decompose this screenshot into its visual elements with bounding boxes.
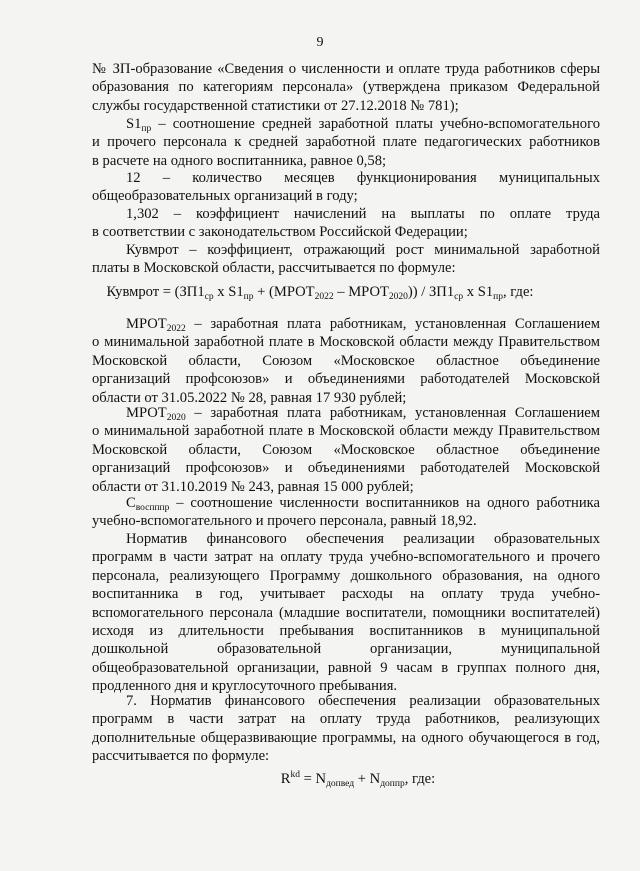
paragraph-ratio [92,494,600,531]
text-line: службы государственной статистики от 27.12.2018 № 781); [92,97,459,114]
symbol: С [126,495,136,511]
text-line [92,315,600,333]
symbol-subscript: воспппр [135,503,170,513]
formula-kuvmrot: Кувмрот = ($ЗП1_{ср}$ x $S1_{пр}$ + ($МРОТ_{2022}$ – $МРОТ_{2020})) / ЗП1_{ср}$ x $S1_{пр}$, где: [106,284,534,302]
symbol-subscript: 2022 [166,324,186,334]
text-line: программ в части затрат на оплату труда учебно-вспомогательного и прочего [92,549,600,566]
symbol: S1 [126,116,142,132]
text-line: персонала, реализующего Программу дошкольного образования, на одного [92,567,600,584]
text-line: и прочего персонала к средней заработной плате педагогических работников [92,134,600,151]
text-line: о минимальной заработной плате в Московской области между Правительством [92,334,600,351]
text-line: 7. Норматив финансового обеспечения реализации образовательных [126,693,600,709]
paragraph-kuvmrot [92,241,600,278]
text-line: программ в части затрат на оплату труда работников, реализующих [92,711,600,728]
paragraph-norm-staff [92,530,600,696]
text-line: 12 – количество месяцев функционирования муниципальных [126,170,600,186]
text-line: Московской области, Союзом «Московское областное объединение [92,352,600,369]
text-line: общеобразовательной организации, равной 9 часам в группах полного дня, [92,659,600,676]
definition-text: – заработная плата работникам, установленная Соглашением [185,316,600,332]
text-line: дошкольной образовательной организации, муниципальной [92,641,600,658]
text-line [92,494,600,512]
text-line: № ЗП-образование «Сведения о численности и оплате труда работников сферы [92,61,600,77]
text-line: организаций профсоюзов» и объединениями работодателей Московской [92,460,600,477]
symbol: МРОТ [126,316,167,332]
text-line: вспомогательного персонала (младшие воспитатели, помощники воспитателей) [92,604,600,621]
paragraph-months [92,169,600,206]
text-line: 1,302 – коэффициент начислений на выплаты по оплате труда [126,206,600,222]
text-line: в расчете на одного воспитанника, равное 0,58; [92,152,387,169]
text-line: продленного дня и круглосуточного пребывания. [92,678,398,695]
text-line: о минимальной заработной плате в Московской области между Правительством [92,423,600,440]
text-line: дополнительные общеразвивающие программы, на одного обучающегося в год, [92,729,600,746]
symbol-subscript: 2020 [166,413,186,423]
definition-text: – соотношение средней заработной платы учебно-вспомогательного [151,116,600,132]
paragraph-coefficient [92,205,600,242]
text-line: в соответствии с законодательством Российской Федерации; [92,224,468,241]
text-line [92,115,600,133]
symbol: МРОТ [126,405,167,421]
text-line: организаций профсоюзов» и объединениями работодателей Московской [92,371,600,388]
paragraph-mrot-2020 [92,404,600,496]
paragraph-form-reference [92,60,600,115]
paragraph-mrot-2022 [92,315,600,407]
text-line [92,404,600,422]
text-line: рассчитывается по формуле: [92,748,270,765]
page-number: 9 [316,35,324,50]
text-line: Норматив финансового обеспечения реализации образовательных [126,531,600,547]
symbol-subscript: пр [141,124,152,134]
text-line: исходя из длительности пребывания воспитанников в муниципальной [92,623,600,640]
formula-rkd: $R^{kd} = N_{допвед} + N_{доппр}$, где: [280,770,436,789]
paragraph-section-7 [92,692,600,766]
text-line: Кувмрот – коэффициент, отражающий рост минимальной заработной [126,242,600,258]
text-line: образования по категориям персонала» (утверждена приказом Федеральной [92,79,600,96]
text-line: области от 31.10.2019 № 243, равная 15 000 рублей; [92,478,414,495]
paragraph-s1-definition [92,115,600,170]
definition-text: – заработная плата работникам, установленная Соглашением [185,405,600,421]
text-line: области от 31.05.2022 № 28, равная 17 930 рублей; [92,389,407,406]
text-line: Московской области, Союзом «Московское областное объединение [92,441,600,458]
text-line: общеобразовательных организаций в году; [92,188,358,205]
text-line: платы в Московской области, рассчитывается по формуле: [92,260,456,277]
definition-text: – соотношение численности воспитанников на одного работника [169,495,600,511]
text-line: воспитанника в год, учитывает расходы на оплату труда учебно- [92,586,600,603]
text-line: учебно-вспомогательного и прочего персонала, равный 18,92. [92,513,477,530]
